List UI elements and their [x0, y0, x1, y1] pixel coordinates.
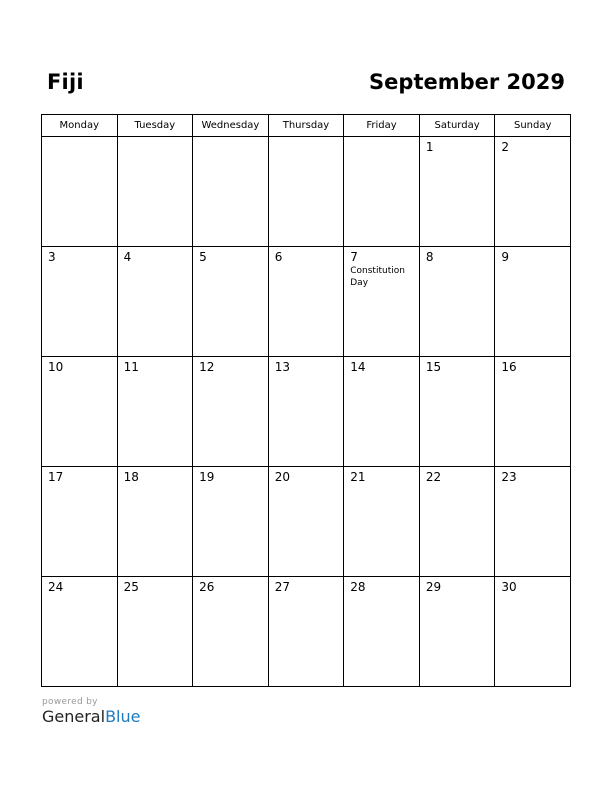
- day-cell: [344, 137, 420, 247]
- day-number: 26: [199, 580, 215, 594]
- day-number: 22: [425, 470, 442, 484]
- day-number: 24: [48, 580, 64, 594]
- day-number: 6: [274, 250, 283, 264]
- day-number: [193, 137, 268, 140]
- day-cell: [193, 357, 269, 467]
- day-cell: [117, 577, 193, 687]
- day-number: 3: [48, 250, 56, 264]
- day-number: 1: [425, 140, 434, 154]
- day-number: 4: [123, 250, 132, 264]
- day-number: 21: [350, 470, 366, 484]
- weekday-header-row: [42, 115, 571, 137]
- weekday-monday: Monday: [42, 115, 118, 137]
- day-cell: [419, 577, 495, 687]
- day-number: 28: [350, 580, 366, 594]
- holiday-label: Constitution Day: [350, 266, 405, 288]
- day-number: 12: [199, 360, 215, 374]
- brand-logo[interactable]: [42, 708, 140, 726]
- week-row: [42, 247, 571, 357]
- day-number: 23: [501, 470, 517, 484]
- day-number: [42, 137, 117, 140]
- footer-branding: [42, 697, 140, 726]
- week-row: [42, 577, 571, 687]
- day-number: 29: [425, 580, 442, 594]
- day-cell: [117, 247, 193, 357]
- day-cell: [419, 357, 495, 467]
- day-number: 9: [501, 250, 510, 264]
- day-cell: [193, 467, 269, 577]
- day-number: 27: [274, 580, 290, 594]
- day-cell: [42, 247, 118, 357]
- day-cell: [495, 137, 571, 247]
- calendar-grid: [41, 114, 571, 687]
- day-number: 13: [274, 360, 290, 374]
- day-cell: [495, 247, 571, 357]
- day-cell: [193, 137, 269, 247]
- day-number: 11: [123, 360, 139, 374]
- day-cell: [495, 467, 571, 577]
- day-cell: [193, 577, 269, 687]
- brand-blue: Blue: [105, 707, 141, 726]
- day-cell: [42, 577, 118, 687]
- day-number: 25: [123, 580, 139, 594]
- day-cell: [117, 137, 193, 247]
- week-row: [42, 137, 571, 247]
- day-number: 16: [501, 360, 517, 374]
- day-cell: [495, 357, 571, 467]
- day-number: 30: [501, 580, 517, 594]
- day-cell: [193, 247, 269, 357]
- day-cell: [268, 247, 344, 357]
- day-cell: [268, 357, 344, 467]
- day-number: 10: [48, 360, 64, 374]
- day-number: 15: [425, 360, 442, 374]
- day-number: 7: [350, 250, 358, 264]
- day-cell: [344, 577, 420, 687]
- week-row: [42, 357, 571, 467]
- day-cell: [42, 357, 118, 467]
- day-number: 8: [425, 250, 434, 264]
- weekday-friday: Friday: [344, 115, 420, 137]
- day-cell: [268, 577, 344, 687]
- day-cell: [419, 247, 495, 357]
- week-row: [42, 467, 571, 577]
- day-number: 14: [350, 360, 366, 374]
- day-cell: [344, 357, 420, 467]
- day-number: 2: [501, 140, 510, 154]
- brand-general: General: [42, 707, 106, 726]
- day-cell: [495, 577, 571, 687]
- powered-by-label: powered by: [42, 697, 98, 707]
- day-cell: [42, 137, 118, 247]
- day-cell: [117, 357, 193, 467]
- country-title: Fiji: [47, 70, 84, 94]
- day-number: 20: [274, 470, 290, 484]
- month-title: September 2029: [369, 70, 565, 94]
- day-cell: [344, 467, 420, 577]
- day-cell: [419, 137, 495, 247]
- day-number: 19: [199, 470, 215, 484]
- day-cell: [344, 247, 420, 357]
- day-number: [269, 137, 344, 140]
- weekday-wednesday: Wednesday: [193, 115, 269, 137]
- weekday-thursday: Thursday: [268, 115, 344, 137]
- day-number: [118, 137, 193, 140]
- weekday-tuesday: Tuesday: [117, 115, 193, 137]
- day-cell: [268, 137, 344, 247]
- day-cell: [268, 467, 344, 577]
- day-cell: [117, 467, 193, 577]
- weekday-sunday: Sunday: [495, 115, 571, 137]
- day-cell: [42, 467, 118, 577]
- day-number: 17: [48, 470, 64, 484]
- calendar-header: [41, 70, 571, 100]
- weekday-saturday: Saturday: [419, 115, 495, 137]
- day-number: [344, 137, 419, 140]
- day-number: 5: [199, 250, 207, 264]
- day-number: 18: [123, 470, 139, 484]
- day-cell: [419, 467, 495, 577]
